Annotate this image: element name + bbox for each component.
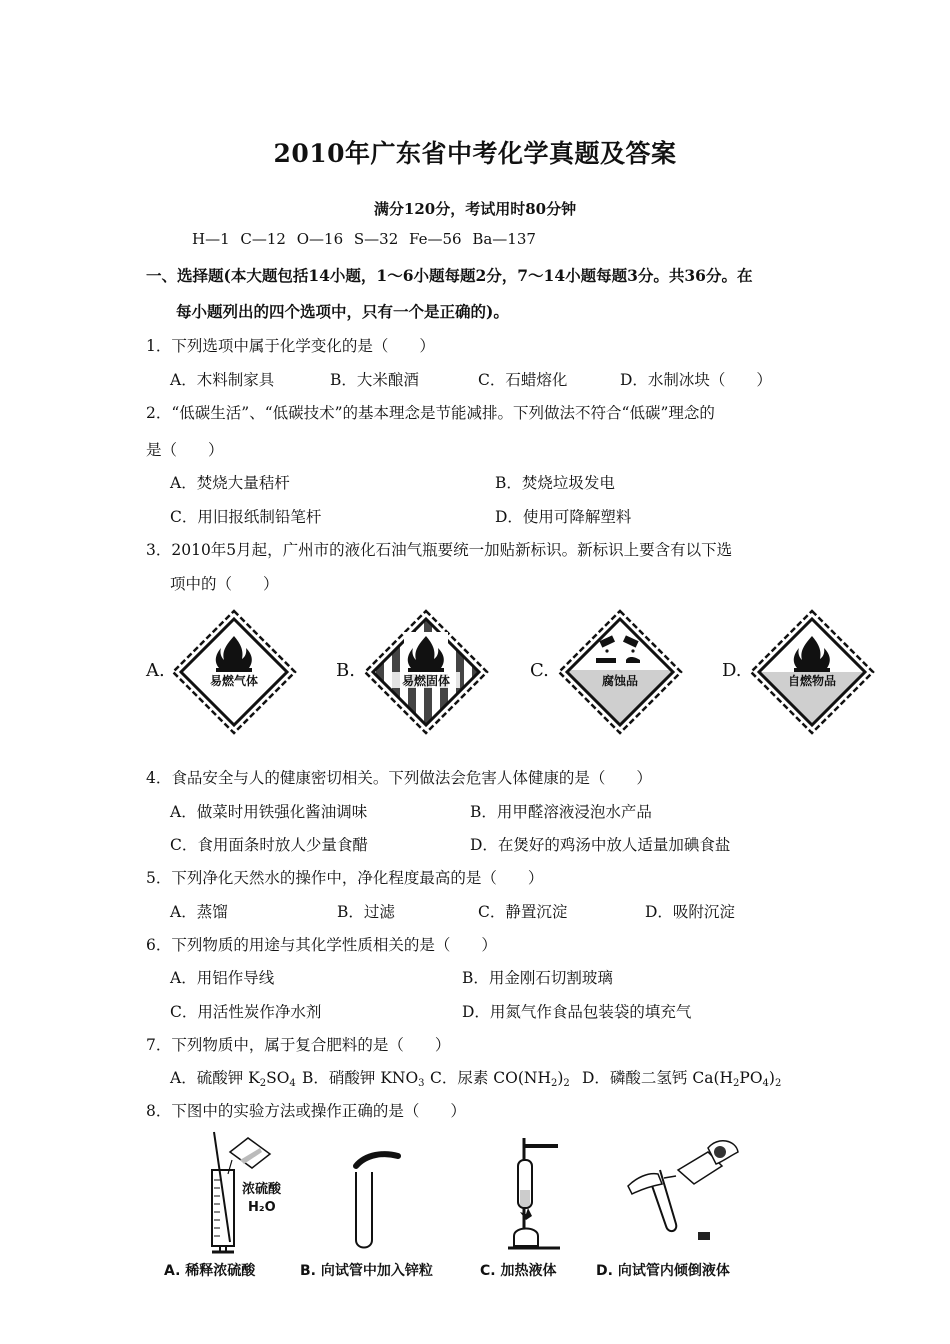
- q1-option-b: B．大米酿酒: [330, 371, 419, 389]
- q2-stem-line2: 是（ ）: [146, 441, 224, 459]
- exam-subtitle: 满分120分，考试用时80分钟: [373, 200, 577, 218]
- sign-d-letter: D.: [722, 660, 742, 681]
- q6-option-b: B．用金刚石切割玻璃: [462, 969, 613, 987]
- q2-option-d: D．使用可降解塑料: [495, 508, 632, 526]
- q6-option-a: A．用铝作导线: [170, 969, 275, 987]
- q7-a-sub1: 2: [259, 1078, 267, 1089]
- q7-c-sub1: 2: [550, 1078, 558, 1089]
- sign-c-label: 腐蚀品: [601, 674, 638, 688]
- lab-caption-d: D. 向试管内倾倒液体: [596, 1263, 730, 1279]
- corrosive-sign: [556, 608, 684, 736]
- q5-option-c: C．静置沉淀: [478, 903, 568, 921]
- q4-option-b: B．用甲醛溶液浸泡水产品: [470, 803, 652, 821]
- q5-option-a: A．蒸馏: [170, 903, 228, 921]
- q7-option-d: [582, 1066, 781, 1089]
- atomic-masses: H—1 C—12 O—16 S—32 Fe—56 Ba—137: [192, 230, 536, 248]
- q7-option-c: [430, 1066, 570, 1089]
- q7-d-text: D．磷酸二氢钙 Ca(H: [582, 1069, 734, 1087]
- q6-stem: 6．下列物质的用途与其化学性质相关的是（ ）: [146, 936, 497, 954]
- pouring-hand-icon: [618, 1134, 748, 1254]
- q7-option-a: [170, 1066, 296, 1089]
- sign-b-letter: B.: [336, 660, 355, 681]
- q8-stem: 8．下图中的实验方法或操作正确的是（ ）: [146, 1102, 466, 1120]
- q1-option-c: C．石蜡熔化: [478, 371, 568, 389]
- q7-a-mid: SO: [266, 1069, 290, 1087]
- sign-a-letter: A.: [146, 660, 165, 681]
- q7-b-text: B．硝酸钾 KNO: [302, 1069, 419, 1087]
- q1-option-a: A．木料制家具: [170, 371, 275, 389]
- q7-c-text: C．尿素 CO(NH: [430, 1069, 551, 1087]
- lab-caption-c: C. 加热液体: [480, 1263, 557, 1279]
- q6-option-c: C．用活性炭作净水剂: [170, 1003, 322, 1021]
- test-tube-icon: [350, 1150, 420, 1255]
- page-title: 2010年广东省中考化学真题及答案: [273, 139, 677, 168]
- q3-stem-line2: 项中的（ ）: [170, 575, 279, 593]
- q7-d-end: ): [768, 1069, 775, 1087]
- q2-option-c: C．用旧报纸制铅笔杆: [170, 508, 322, 526]
- q4-option-c: C．食用面条时放人少量食醋: [170, 836, 368, 854]
- sign-d-label: 自燃物品: [787, 674, 836, 688]
- q7-a-sub2: 4: [289, 1078, 296, 1089]
- q7-a-text: A．硫酸钾 K: [170, 1069, 260, 1087]
- q7-stem: 7．下列物质中，属于复合肥料的是（ ）: [146, 1036, 451, 1054]
- q7-option-b: [302, 1066, 425, 1089]
- q7-d-sub2: 4: [762, 1078, 769, 1089]
- section-heading-line1: 一、选择题(本大题包括14小题，1～6小题每题2分，7～14小题每题3分。共36分。在: [146, 266, 753, 285]
- q4-option-a: A．做菜时用铁强化酱油调味: [170, 803, 368, 821]
- lab-fig-b: [350, 1150, 420, 1259]
- q4-stem: 4．食品安全与人的健康密切相关。下列做法会危害人体健康的是（ ）: [146, 769, 652, 787]
- lab-figures: [150, 1130, 800, 1290]
- flammable-gas-sign: [170, 608, 298, 736]
- hazard-signs: [140, 608, 880, 736]
- q5-stem: 5．下列净化天然水的操作中，净化程度最高的是（ ）: [146, 869, 544, 887]
- q7-c-sub2: 2: [563, 1078, 570, 1089]
- lab-a-acid-label: 浓硫酸: [242, 1182, 282, 1197]
- section-heading-line2: 每小题列出的四个选项中，只有一个是正确的)。: [176, 302, 509, 321]
- q7-b-sub: 3: [418, 1078, 425, 1089]
- q2-option-b: B．焚烧垃圾发电: [495, 474, 615, 492]
- q1-stem: 1．下列选项中属于化学变化的是（ ）: [146, 337, 435, 355]
- sign-b-label: 易燃固体: [401, 674, 450, 688]
- alcohol-lamp-icon: [500, 1130, 590, 1255]
- q3-stem-line1: 3．2010年5月起，广州市的液化石油气瓶要统一加贴新标识。新标识上要含有以下选: [146, 541, 733, 559]
- q2-stem-line1: 2．“低碳生活”、“低碳技术”的基本理念是节能减排。下列做法不符合“低碳”理念的: [146, 404, 715, 422]
- sign-c-letter: C.: [530, 660, 549, 681]
- q2-option-a: A．焚烧大量秸杆: [170, 474, 290, 492]
- lab-caption-b: B. 向试管中加入锌粒: [300, 1263, 433, 1279]
- q7-d-sub1: 2: [733, 1078, 740, 1089]
- q5-option-d: D．吸附沉淀: [645, 903, 735, 921]
- lab-a-water-label: H₂O: [248, 1200, 276, 1215]
- q4-option-d: D．在煲好的鸡汤中放人适量加碘食盐: [470, 836, 731, 854]
- spontaneous-combustion-sign: [748, 608, 876, 736]
- q7-d-sub3: 2: [774, 1078, 782, 1089]
- q7-d-mid: PO: [739, 1069, 763, 1087]
- q7-c-mid: ): [557, 1069, 564, 1087]
- q5-option-b: B．过滤: [337, 903, 395, 921]
- lab-fig-c: [500, 1130, 590, 1259]
- q6-option-d: D．用氮气作食品包装袋的填充气: [462, 1003, 692, 1021]
- q1-option-d: D．水制冰块（ ）: [620, 371, 772, 389]
- flammable-solid-sign: [362, 608, 490, 736]
- lab-caption-a: A. 稀释浓硫酸: [164, 1263, 256, 1279]
- sign-a-label: 易燃气体: [209, 674, 258, 688]
- lab-fig-d: [618, 1134, 748, 1258]
